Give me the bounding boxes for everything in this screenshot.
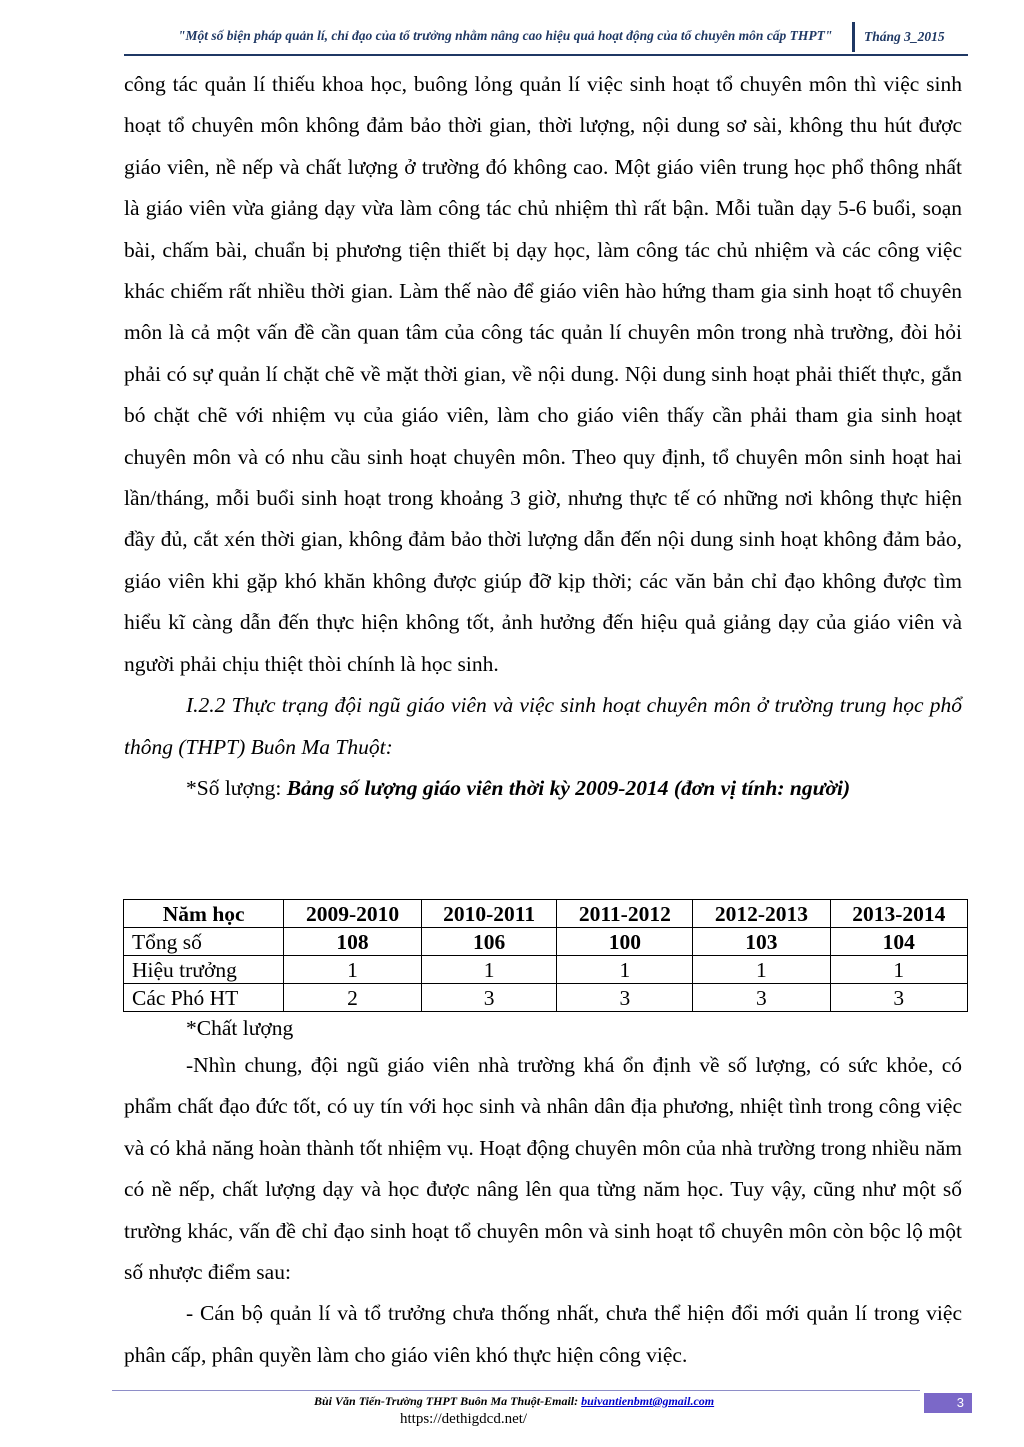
table-caption (124, 768, 962, 809)
teacher-count-table (123, 899, 968, 1012)
table-header-cell: 2010-2011 (421, 900, 557, 928)
paragraph: công tác quản lí thiếu khoa học, buông lỏng quản lí việc sinh hoạt tổ chuyên môn thì việc sinh hoạt tổ chuyên môn không đảm bảo thời gian, thời lượng, nội dung sơ sài, không thu hút được giáo viên, nề nếp và chất lượng ở trường đó không cao. Một giáo viên trung học phổ thông nhất là giáo viên vừa giảng dạy vừa làm công tác chủ nhiệm thì rất bận. Mỗi tuần dạy 5-6 buổi, soạn bài, chấm bài, chuẩn bị phương tiện thiết bị dạy học, làm công tác chủ nhiệm và các công việc khác chiếm rất nhiều thời gian. Làm thế nào để giáo viên hào hứng tham gia sinh hoạt tổ chuyên môn là cả một vấn đề cần quan tâm của công tác quản lí chuyên môn trong nhà trường, đòi hỏi phải có sự quản lí chặt chẽ về mặt thời gian, về nội dung. Nội dung sinh hoạt phải thiết thực, gắn bó chặt chẽ với nhiệm vụ của giáo viên, làm cho giáo viên thấy cần phải tham gia sinh hoạt chuyên môn và có nhu cầu sinh hoạt chuyên môn. Theo quy định, tổ chuyên môn sinh hoạt hai lần/tháng, mỗi buổi sinh hoạt trong khoảng 3 giờ, nhưng thực tế có những nơi không thực hiện đầy đủ, cắt xén thời gian, không đảm bảo thời lượng dẫn đến nội dung sinh hoạt không đảm bảo, giáo viên khi gặp khó khăn không được giúp đỡ kịp thời; các văn bản chỉ đạo không được tìm hiểu kĩ càng dẫn đến thực hiện không tốt, ảnh hưởng đến hiệu quả giảng dạy của giáo viên và người phải chịu thiệt thòi chính là học sinh. (124, 72, 962, 676)
table-row (124, 984, 968, 1012)
table-cell: 3 (830, 984, 967, 1012)
quality-heading: *Chất lượng (186, 1016, 294, 1040)
table-cell: 104 (830, 928, 967, 956)
table-cell: 1 (284, 956, 421, 984)
table-cell: 2 (284, 984, 421, 1012)
table-header-cell: 2009-2010 (284, 900, 421, 928)
body-text-bottom (124, 1011, 962, 1376)
footer-url[interactable]: https://dethigdcd.net/ (400, 1411, 528, 1427)
table-caption-prefix: *Số lượng: (186, 775, 287, 800)
table-cell: 1 (421, 956, 557, 984)
row-label: Hiệu trưởng (124, 956, 284, 984)
table-cell: 100 (557, 928, 693, 956)
table-cell: 3 (421, 984, 557, 1012)
table-cell: 1 (693, 956, 830, 984)
header-date: Tháng 3_2015 (864, 29, 945, 44)
header-separator (852, 22, 855, 52)
table-header-row (124, 900, 968, 928)
row-label: Tổng số (124, 928, 284, 956)
table-header-cell: 2013-2014 (830, 900, 967, 928)
page-number: 3 (924, 1393, 972, 1413)
table-cell: 1 (830, 956, 967, 984)
table-cell: 3 (693, 984, 830, 1012)
table-header-cell: 2011-2012 (557, 900, 693, 928)
body-text-top (124, 64, 962, 809)
row-label: Các Phó HT (124, 984, 284, 1012)
table-cell: 106 (421, 928, 557, 956)
header-title: "Một số biện pháp quản lí, chỉ đạo của tổ trưởng nhằm nâng cao hiệu quả hoạt động của tổ chuyên môn cấp THPT" (178, 28, 833, 43)
paragraph: -Nhìn chung, đội ngũ giáo viên nhà trường khá ổn định về số lượng, có sức khỏe, có phẩm chất đạo đức tốt, có uy tín với học sinh và nhân dân địa phương, nhiệt tình trong công việc và có khả năng hoàn thành tốt nhiệm vụ. Hoạt động chuyên môn của nhà trường trong nhiều năm có nề nếp, chất lượng dạy và học được nâng lên qua từng năm học. Tuy vậy, cũng như một số trường khác, vấn đề chỉ đạo sinh hoạt tổ chuyên môn và sinh hoạt tổ chuyên môn còn bộc lộ một số nhược điểm sau: (124, 1053, 962, 1285)
footer-author-text: Bùi Văn Tiến-Trường THPT Buôn Ma Thuột-Email: (314, 1394, 582, 1408)
table-row (124, 928, 968, 956)
table-row (124, 956, 968, 984)
table-cell: 108 (284, 928, 421, 956)
footer-email-link[interactable]: buivantienbmt@gmail.com (581, 1394, 715, 1408)
table-caption-title: Bảng số lượng giáo viên thời kỳ 2009-2014 (đơn vị tính: người) (286, 775, 851, 800)
table-cell: 1 (557, 956, 693, 984)
table-header-cell: 2012-2013 (693, 900, 830, 928)
table-cell: 3 (557, 984, 693, 1012)
paragraph: - Cán bộ quản lí và tổ trưởng chưa thống nhất, chưa thể hiện đổi mới quản lí trong việc phân cấp, phân quyền làm cho giáo viên khó thực hiện công việc. (124, 1301, 962, 1367)
table-cell: 103 (693, 928, 830, 956)
page-header (124, 18, 968, 56)
footer-divider (112, 1390, 920, 1391)
table-header-cell: Năm học (124, 900, 284, 928)
section-heading: I.2.2 Thực trạng đội ngũ giáo viên và việc sinh hoạt chuyên môn ở trường trung học phổ thông (THPT) Buôn Ma Thuột: (124, 693, 962, 759)
footer-author (314, 1394, 714, 1409)
